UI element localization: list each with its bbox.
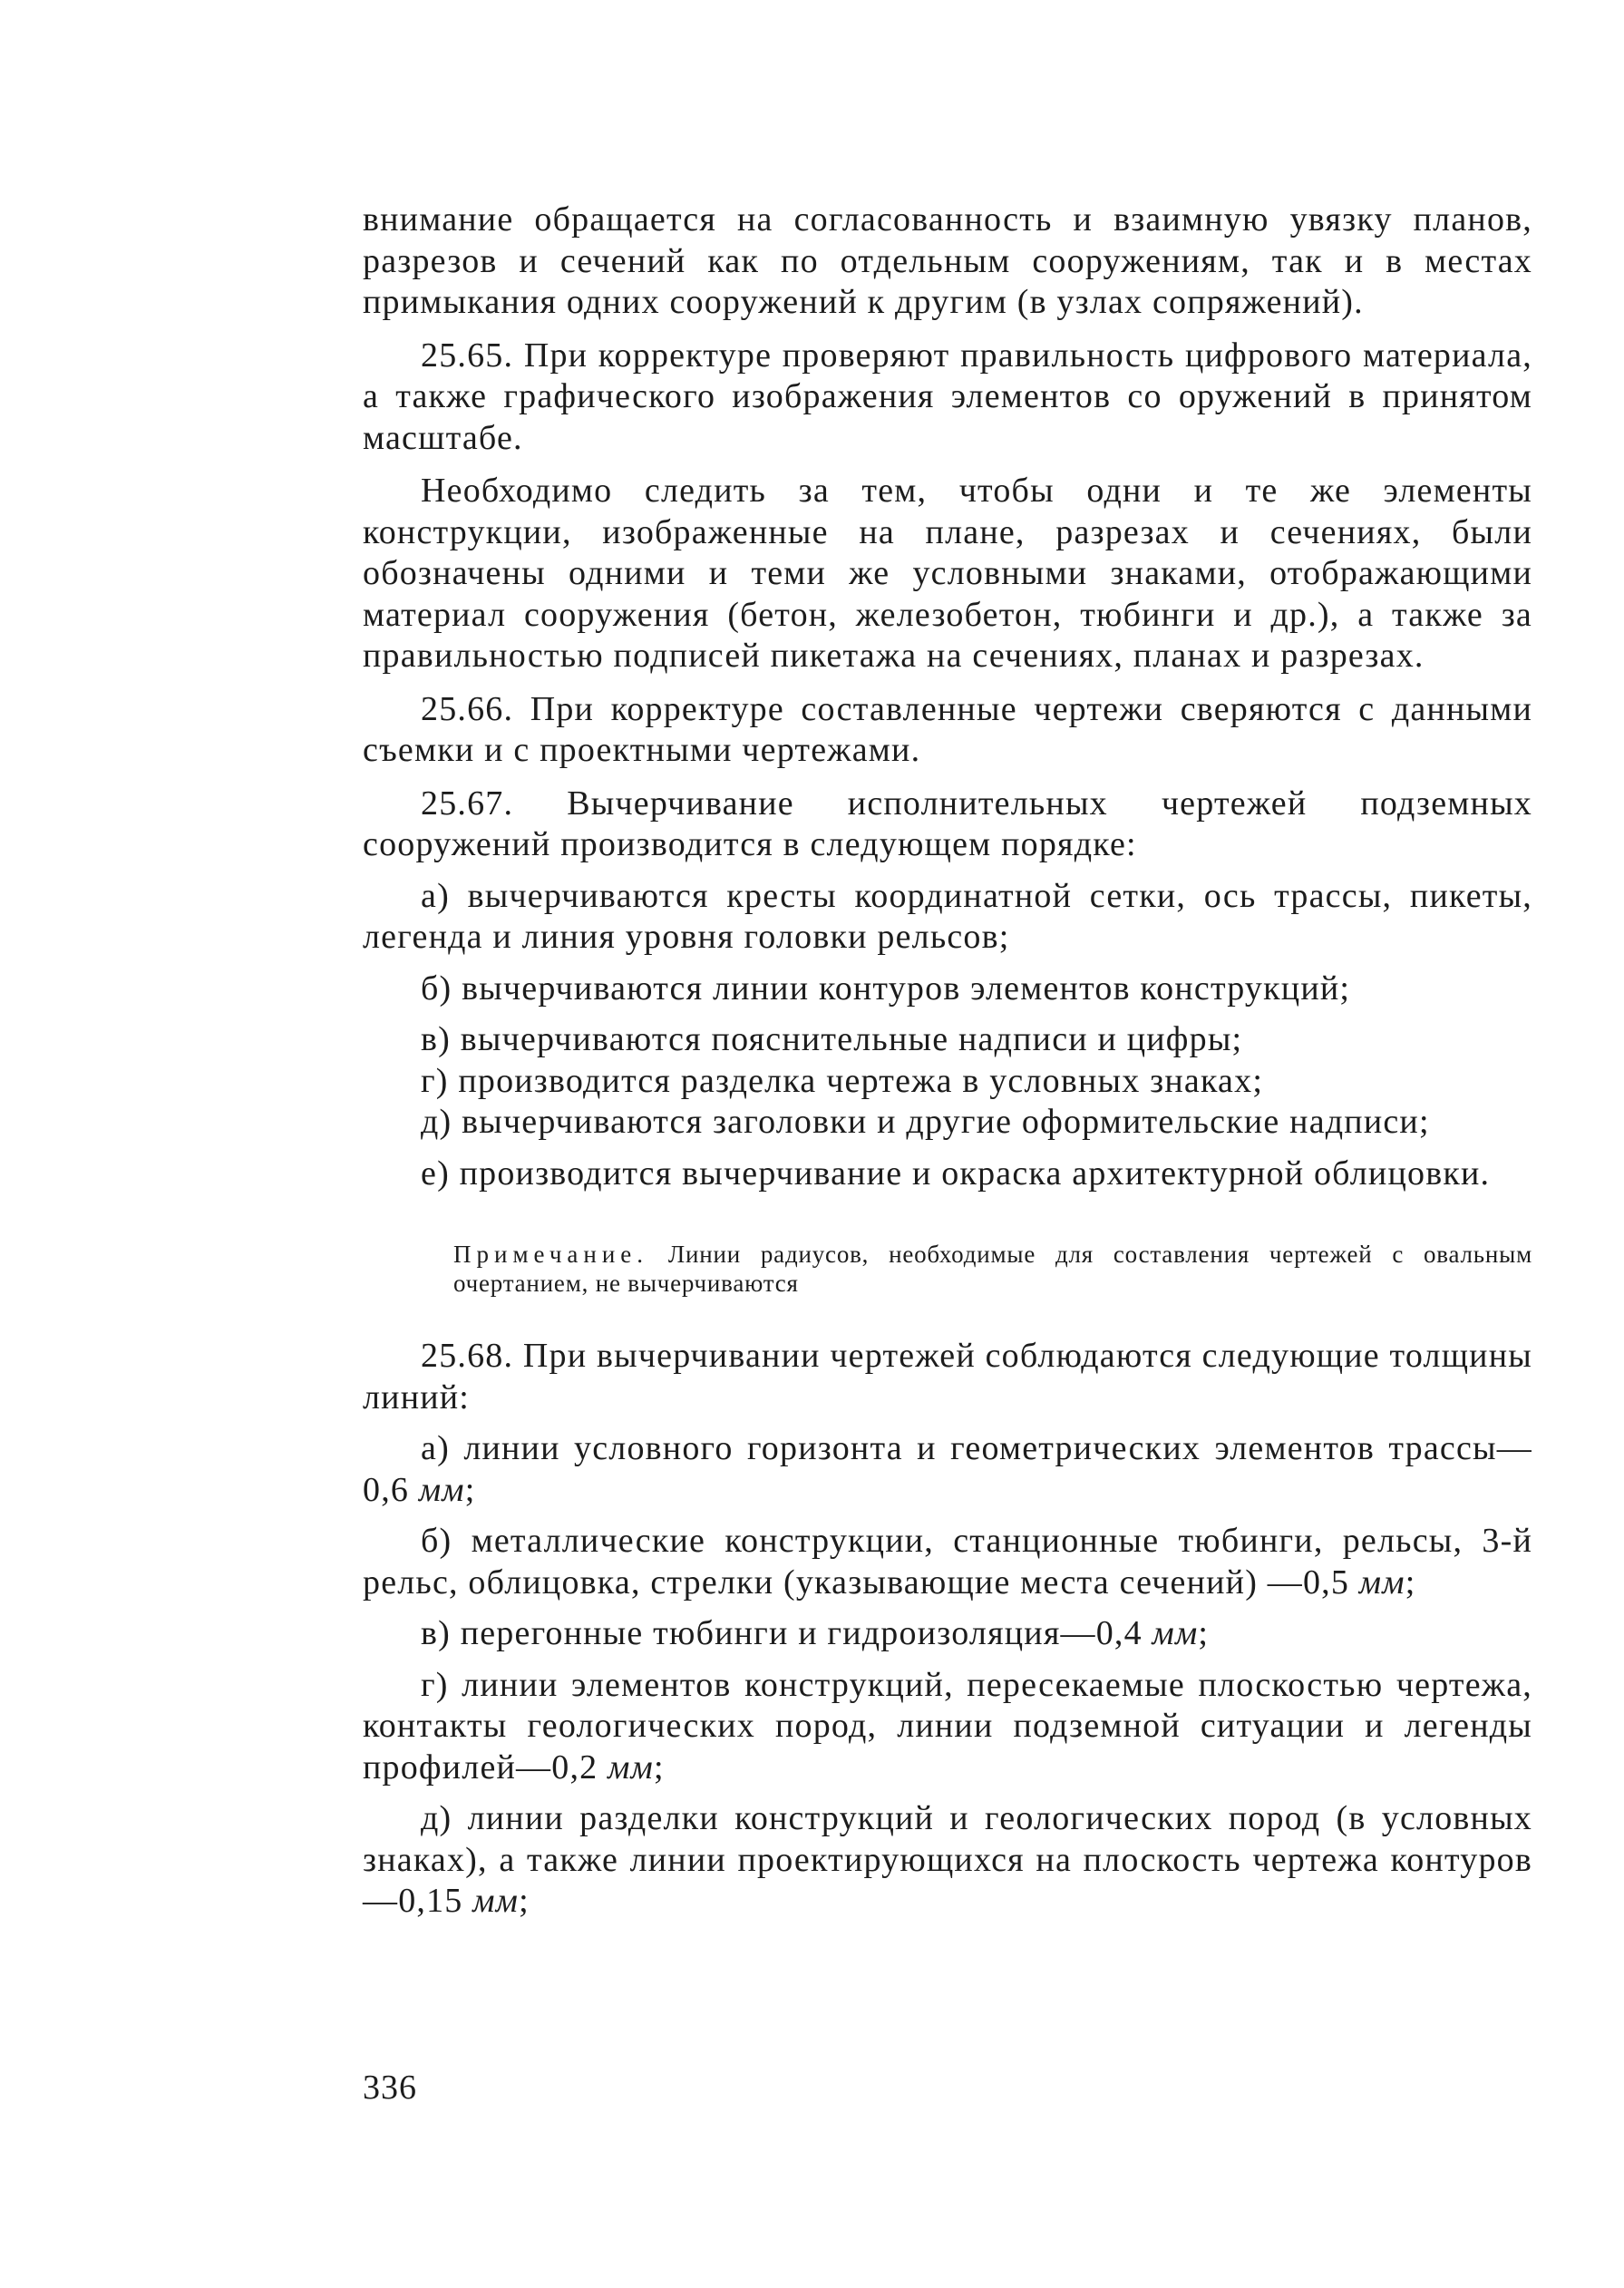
semicolon: ; (1198, 1614, 1210, 1652)
semicolon: ; (519, 1882, 530, 1920)
thickness-item-a (363, 1428, 1532, 1511)
page-body (363, 200, 1532, 1923)
paragraph-25-67: 25.67. Вычерчивание исполнительных чертежей подземных сооружений производится в следующем порядке: (363, 784, 1532, 863)
page-number: 336 (363, 2069, 417, 2107)
paragraph-25-66: 25.66. При корректуре составленные чертежи сверяются с данными съемки и с проектными чертежами. (363, 689, 1532, 769)
thickness-item-b-text: б) металлические конструкции, станционные тюбинги, рельсы, 3-й рельс, облицовка, стрелки (указывающие места сечений) —0,5 (363, 1522, 1532, 1602)
thickness-item-a-text: а) линии условного горизонта и геометрических элементов трассы—0,6 (363, 1429, 1532, 1509)
unit-mm: мм (472, 1882, 520, 1920)
list-item-a: а) вычерчиваются кресты координатной сетки, ось трассы, пикеты, легенда и линия уровня головки рельсов; (363, 876, 1532, 956)
thickness-item-d-text: д) линии разделки конструкций и геологических пород (в условных знаках), а также линии проектирующихся на плоскость чертежа контуров—0,15 (363, 1799, 1532, 1920)
paragraph-25-68: 25.68. При вычерчивании чертежей соблюдаются следующие толщины линий: (363, 1337, 1532, 1417)
semicolon: ; (1405, 1563, 1416, 1602)
note-text: Линии радиусов, необходимые для составления чертежей с овальным очертанием, не вычерчиваются (453, 1241, 1532, 1297)
unit-mm: мм (1152, 1614, 1199, 1652)
list-item-b: б) вычерчиваются линии контуров элементов конструкций; (421, 969, 1351, 1008)
list-item-g: г) производится разделка чертежа в условных знаках; (421, 1061, 1264, 1100)
thickness-item-v-text: в) перегонные тюбинги и гидроизоляция—0,4 (421, 1614, 1143, 1652)
list-item-v: в) вычерчиваются пояснительные надписи и цифры; (421, 1020, 1243, 1058)
thickness-item-b (363, 1521, 1532, 1603)
list-item-d: д) вычерчиваются заголовки и другие оформительские надписи; (421, 1103, 1430, 1141)
unit-mm: мм (418, 1470, 465, 1509)
thickness-item-g-text: г) линии элементов конструкций, пересекаемые плоскостью чертежа, контакты геологических пород, линии подземной ситуации и легенды профилей—0,2 (363, 1665, 1532, 1787)
paragraph-continuation: внимание обращается на согласованность и взаимную увязку планов, разрезов и сечений как по отдельным сооружениям, так и в местах примыкания одних сооружений к другим (в узлах сопряжений). (363, 200, 1532, 321)
list-item-e: е) производится вычерчивание и окраска архитектурной облицовки. (421, 1154, 1491, 1193)
unit-mm: мм (608, 1748, 654, 1787)
unit-mm: мм (1358, 1563, 1405, 1602)
semicolon: ; (464, 1470, 476, 1509)
note-label: Примечание. (453, 1241, 649, 1268)
thickness-item-d (363, 1798, 1532, 1923)
thickness-item-v (363, 1613, 1532, 1655)
thickness-item-g (363, 1665, 1532, 1789)
semicolon: ; (653, 1748, 665, 1787)
note (363, 1240, 1532, 1298)
paragraph-25-65: 25.65. При корректуре проверяют правильность цифрового материала, а также графического изображения элементов со оружений в принятом масштабе. (363, 336, 1532, 457)
paragraph-consistency: Необходимо следить за тем, чтобы одни и те же элементы конструкции, изображенные на плане, разрезах и сечениях, были обозначены одними и теми же условными знаками, отображающими материал сооружения (бетон, железобетон, тюбинги и др.), а также за правильностью подписей пикетажа на сечениях, планах и разрезах. (363, 472, 1532, 675)
